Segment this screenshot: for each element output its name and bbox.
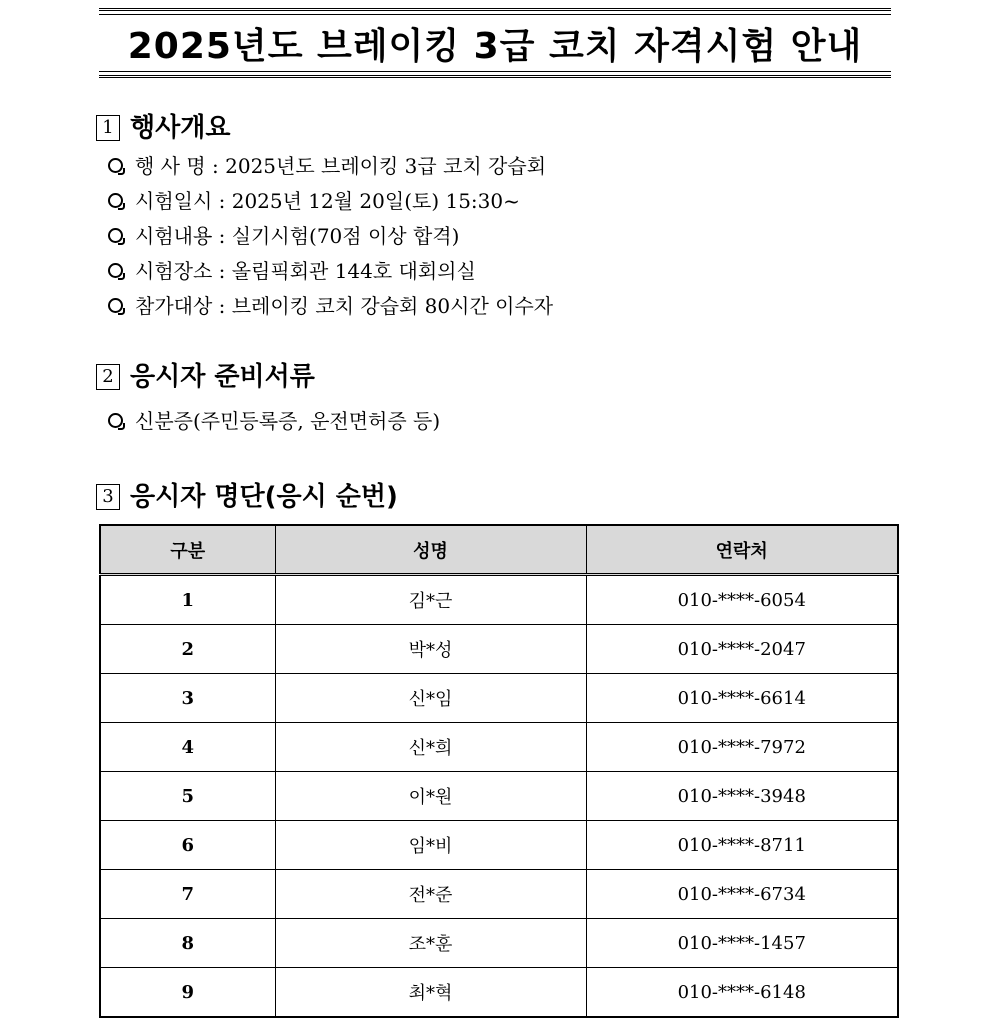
cell-name: 신*임 <box>275 674 586 723</box>
section-heading-overview <box>96 112 230 144</box>
table-row <box>100 870 898 919</box>
cell-contact: 010-****-6734 <box>586 870 898 919</box>
circle-bullet-icon <box>108 228 123 243</box>
document-title: 2025년도 브레이킹 3급 코치 자격시험 안내 <box>127 26 863 67</box>
list-item-text: 행 사 명 : 2025년도 브레이킹 3급 코치 강습회 <box>135 153 547 178</box>
list-item <box>108 218 553 253</box>
circle-bullet-icon <box>108 158 123 173</box>
list-item-text: 시험일시 : 2025년 12월 20일(토) 15:30~ <box>135 188 520 213</box>
cell-number: 5 <box>100 772 275 821</box>
cell-number: 1 <box>100 575 275 625</box>
table-row <box>100 723 898 772</box>
list-item <box>108 148 553 183</box>
list-item-text: 시험내용 : 실기시험(70점 이상 합격) <box>135 223 460 248</box>
list-item-text: 시험장소 : 올림픽회관 144호 대회의실 <box>135 258 476 283</box>
section-number-box: 1 <box>96 115 120 141</box>
table-row <box>100 968 898 1018</box>
cell-number: 8 <box>100 919 275 968</box>
table-header-row <box>100 525 898 575</box>
table-row <box>100 674 898 723</box>
cell-contact: 010-****-3948 <box>586 772 898 821</box>
cell-contact: 010-****-6148 <box>586 968 898 1018</box>
list-item-text: 참가대상 : 브레이킹 코치 강습회 80시간 이수자 <box>135 293 554 318</box>
cell-contact: 010-****-6614 <box>586 674 898 723</box>
section-heading-text: 응시자 준비서류 <box>130 362 315 392</box>
cell-number: 9 <box>100 968 275 1018</box>
cell-name: 신*희 <box>275 723 586 772</box>
section-heading-text: 행사개요 <box>130 113 231 143</box>
table-row <box>100 625 898 674</box>
cell-number: 4 <box>100 723 275 772</box>
list-item <box>108 288 553 323</box>
cell-contact: 010-****-7972 <box>586 723 898 772</box>
overview-list <box>108 148 553 323</box>
cell-name: 전*준 <box>275 870 586 919</box>
section-number-box: 2 <box>96 364 120 390</box>
cell-contact: 010-****-1457 <box>586 919 898 968</box>
section-heading-roster <box>96 481 398 513</box>
circle-bullet-icon <box>108 263 123 278</box>
table-row <box>100 772 898 821</box>
cell-contact: 010-****-2047 <box>586 625 898 674</box>
circle-bullet-icon <box>108 413 123 428</box>
table-row <box>100 821 898 870</box>
table-row <box>100 919 898 968</box>
section-heading-documents <box>96 361 315 393</box>
list-item <box>108 253 553 288</box>
column-header-number: 구분 <box>100 525 275 575</box>
cell-number: 2 <box>100 625 275 674</box>
cell-contact: 010-****-8711 <box>586 821 898 870</box>
cell-name: 최*혁 <box>275 968 586 1018</box>
column-header-contact: 연락처 <box>586 525 898 575</box>
column-header-name: 성명 <box>275 525 586 575</box>
cell-name: 이*원 <box>275 772 586 821</box>
section-heading-text: 응시자 명단(응시 순번) <box>130 482 398 512</box>
document-title-box <box>99 8 891 78</box>
list-item-text: 신분증(주민등록증, 운전면허증 등) <box>135 408 441 433</box>
cell-number: 6 <box>100 821 275 870</box>
list-item <box>108 403 440 438</box>
cell-contact: 010-****-6054 <box>586 575 898 625</box>
circle-bullet-icon <box>108 193 123 208</box>
list-item <box>108 183 553 218</box>
table-row <box>100 575 898 625</box>
section-number-box: 3 <box>96 484 120 510</box>
cell-name: 임*비 <box>275 821 586 870</box>
documents-list <box>108 403 440 438</box>
cell-name: 조*훈 <box>275 919 586 968</box>
roster-table <box>99 524 899 1018</box>
cell-number: 7 <box>100 870 275 919</box>
cell-name: 박*성 <box>275 625 586 674</box>
cell-name: 김*근 <box>275 575 586 625</box>
circle-bullet-icon <box>108 298 123 313</box>
cell-number: 3 <box>100 674 275 723</box>
